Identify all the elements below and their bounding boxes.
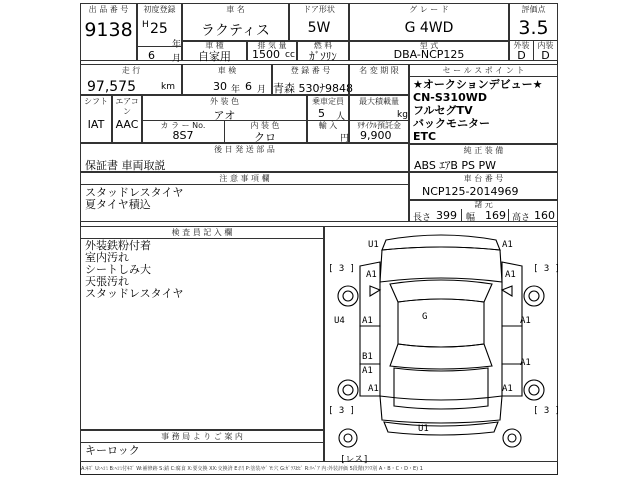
inspection-item-2: 室内汚れ — [85, 251, 129, 264]
mileage-label: 走 行 — [121, 66, 141, 75]
name-change-label: 名 変 期 限 — [359, 66, 399, 75]
car-name: ラクティス — [201, 23, 270, 39]
mark-pillar-left: A1 — [366, 270, 377, 280]
ac-label: エアコン — [115, 97, 139, 116]
color-block — [142, 95, 307, 143]
sales-point-label: セ ー ル ス ポ イ ン ト — [442, 66, 525, 75]
max-load-unit: kg — [397, 110, 408, 120]
mark-rear-left: B1 — [362, 352, 373, 362]
sales-point-1: ★オークションデビュー★ — [413, 78, 543, 91]
mark-left-1: [ 3 ] — [328, 264, 356, 274]
capacity-unit: 人 — [336, 112, 346, 122]
color-no-label: カ ラ ー No. — [160, 121, 206, 130]
month-unit: 月 — [172, 54, 182, 64]
door-cell — [289, 3, 349, 41]
mark-rear-left-2: A1 — [362, 366, 373, 376]
mark-front-left: U1 — [368, 240, 379, 250]
first-reg-cell — [137, 3, 182, 64]
fuel: ｶﾞｿﾘﾝ — [309, 50, 337, 63]
mark-side-right: A1 — [520, 316, 531, 326]
first-reg-label: 初度登録 — [143, 5, 176, 14]
notes-cell — [80, 172, 409, 222]
capacity-label: 乗車定員 — [312, 97, 344, 106]
office-text: キーロック — [85, 444, 140, 457]
inspection-cell — [182, 64, 272, 95]
recycle: 9,900 — [360, 129, 392, 142]
mark-left-2: [ 3 ] — [328, 406, 356, 416]
sales-point-5: ETC — [413, 130, 437, 143]
month: 6 — [148, 49, 155, 62]
capacity: 5 — [318, 107, 325, 120]
recycle-label: ﾘｻｲｸﾙ預託金 — [357, 121, 401, 130]
disp-unit: cc — [285, 50, 295, 60]
mark-rear-right: A1 — [520, 358, 531, 368]
grade-cell — [349, 3, 509, 41]
score: 3.5 — [518, 17, 549, 39]
score-cell — [509, 3, 558, 61]
office-label: 事 務 局 よ り ご 案 内 — [161, 432, 243, 441]
exterior-grade: D — [517, 49, 526, 62]
era: H — [142, 20, 149, 30]
inspection-item-3: シートしみ大 — [85, 263, 151, 276]
fuel-cell — [297, 41, 349, 61]
mark-side-left-2: A1 — [362, 316, 373, 326]
office-cell — [80, 430, 324, 462]
car-name-cell — [182, 3, 289, 41]
dims-label: 諸 元 — [474, 200, 493, 209]
int-color: クロ — [254, 131, 276, 144]
docs-label: 後 日 発 送 部 品 — [214, 145, 275, 154]
mileage: 97,575 — [87, 79, 136, 95]
inspection-notes-cell — [80, 226, 324, 430]
score-label: 評価点 — [521, 5, 546, 14]
load-block — [340, 95, 409, 144]
length-label: 長さ — [413, 213, 432, 223]
mark-side-left: U4 — [334, 316, 345, 326]
note-2: 夏タイヤ積込 — [85, 198, 151, 211]
interior-grade: D — [541, 49, 550, 62]
genuine-label: 純 正 装 備 — [463, 146, 504, 155]
inspection-label: 車 検 — [217, 66, 237, 75]
height-label: 高さ — [512, 213, 531, 223]
shift-cell — [80, 95, 112, 143]
lot-number: 9138 — [84, 19, 133, 41]
door: 5W — [307, 20, 331, 36]
year-unit: 年 — [172, 40, 182, 50]
docs: 保証書 車両取説 — [85, 159, 166, 172]
height: 160 — [534, 209, 555, 222]
inspection-notes-label: 検 査 員 記 入 欄 — [171, 228, 233, 237]
ext-color-label: 外 装 色 — [209, 97, 240, 106]
inspection-item-1: 外装鉄粉付着 — [85, 239, 151, 252]
shift: IAT — [87, 118, 105, 131]
insp-month: 6 — [245, 80, 252, 93]
length: 399 — [436, 209, 457, 222]
inspection-item-4: 天張汚れ — [85, 275, 129, 288]
ac: AAC — [115, 118, 139, 131]
mark-front-right: A1 — [502, 240, 513, 250]
mark-back-note: [レス] — [340, 455, 369, 465]
exterior-label: 外装 — [513, 41, 530, 50]
int-color-label: 内 装 色 — [250, 121, 280, 130]
mileage-cell — [80, 64, 182, 95]
car-diagram — [324, 226, 561, 462]
reg-no-cell — [272, 64, 353, 95]
ac-cell — [112, 95, 142, 143]
model-cell — [349, 41, 509, 61]
color-no: 8S7 — [172, 129, 194, 142]
interior-label: 内装 — [537, 41, 554, 50]
lot-label: 出 品 番 号 — [88, 5, 129, 14]
recycle-unit: 円 — [340, 134, 350, 144]
mark-right-2: [ 3 ] — [533, 406, 561, 416]
displacement: 1500 — [252, 48, 280, 61]
genuine-cell — [409, 144, 558, 172]
mark-tail-left: A1 — [368, 384, 379, 394]
legend: A:ｷｽﾞ U:ﾍｺﾐ B:ﾍｺﾐ付ｷｽﾞ W:補修跡 S:錆 C:腐食 X:要交換 XX:交換済 E:凹 P:塗装ﾊｹﾞ Y:穴 G:ｶﾞﾗｽﾋﾋﾞ R:ﾘﾍﾟｱ 内:外装評価 5段階(ｸﾗｽ別 A・B・C・D・E) 1 — [81, 466, 423, 472]
type-label: 車 種 — [205, 41, 224, 50]
name-change-cell — [349, 64, 409, 95]
year: 25 — [150, 21, 168, 37]
docs-cell — [80, 143, 409, 172]
chassis-cell — [409, 172, 558, 200]
reg-no-label: 登 録 番 号 — [290, 66, 331, 75]
width-label: 幅 — [466, 213, 476, 223]
lot-cell — [80, 3, 137, 61]
shift-label: シフト — [84, 97, 108, 106]
mark-right-1: [ 3 ] — [533, 264, 561, 274]
mark-pillar-right: A1 — [505, 270, 516, 280]
grade-label: グ レ ー ド — [409, 5, 449, 14]
insp-year-unit: 年 — [231, 85, 241, 95]
sales-point-2: CN-S310WD — [413, 91, 487, 104]
insp-year: 30 — [213, 80, 227, 93]
sales-point-cell — [409, 64, 558, 144]
grade: G 4WD — [404, 20, 454, 36]
ext-color: アオ — [213, 109, 236, 122]
model-label: 型 式 — [419, 41, 439, 50]
chassis: NCP125-2014969 — [422, 185, 519, 198]
chassis-label: 車 台 番 号 — [463, 174, 504, 183]
mileage-unit: km — [161, 82, 175, 92]
notes-label: 注 意 事 項 欄 — [219, 174, 270, 183]
type: 自家用 — [198, 50, 231, 63]
import-label: 輸 入 — [318, 121, 338, 130]
sales-point-4: バックモニター — [413, 117, 490, 130]
mark-roof: G — [422, 312, 428, 322]
door-label: ドア形状 — [303, 5, 335, 14]
insp-month-unit: 月 — [257, 85, 267, 95]
genuine: ABS ｴｱB PS PW — [414, 159, 497, 172]
mark-back: U1 — [418, 424, 429, 434]
sales-point-3: フルセグTV — [413, 104, 473, 117]
model: DBA-NCP125 — [393, 48, 465, 61]
note-1: スタッドレスタイヤ — [85, 186, 184, 199]
mark-tail-right: A1 — [502, 384, 513, 394]
fuel-label: 燃 料 — [313, 41, 333, 50]
disp-cell — [247, 41, 297, 61]
inspection-item-5: スタッドレスタイヤ — [85, 287, 184, 300]
car-name-label: 車 名 — [226, 5, 245, 14]
disp-label: 排 気 量 — [257, 41, 287, 50]
type-cell — [182, 41, 247, 61]
width: 169 — [485, 209, 506, 222]
max-load-label: 最大積載量 — [359, 97, 399, 106]
dims-cell — [409, 200, 558, 222]
reg-no: 青森 530ﾅ9848 — [273, 82, 353, 95]
